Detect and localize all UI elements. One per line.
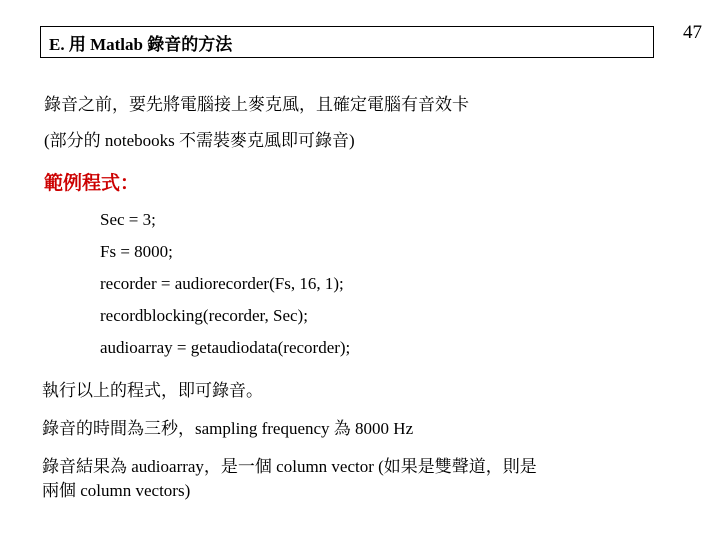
intro-text-line-1: 錄音之前，要先將電腦接上麥克風，且確定電腦有音效卡	[44, 95, 469, 114]
intro-text-line-2: (部分的 notebooks 不需裝麥克風即可錄音)	[44, 131, 355, 150]
code-line: Fs = 8000;	[100, 242, 173, 261]
example-heading: 範例程式：	[44, 173, 140, 194]
code-line: recorder = audiorecorder(Fs, 16, 1);	[100, 274, 344, 293]
note-text-line-1: 執行以上的程式，即可錄音。	[42, 381, 263, 400]
slide-title-box	[40, 26, 654, 58]
code-line: recordblocking(recorder, Sec);	[100, 306, 308, 325]
note-text-line-3: 錄音結果為 audioarray，是一個 column vector (如果是雙聲道，則是	[42, 457, 537, 476]
note-text-line-4: 兩個 column vectors)	[42, 481, 191, 500]
slide-title: E. 用 Matlab 錄音的方法	[49, 34, 233, 54]
note-text-line-2: 錄音的時間為三秒，sampling frequency 為 8000 Hz	[42, 419, 414, 438]
code-block	[100, 210, 350, 370]
code-line: audioarray = getaudiodata(recorder);	[100, 338, 351, 357]
code-line: Sec = 3;	[100, 210, 156, 229]
page-number: 47	[683, 22, 702, 43]
